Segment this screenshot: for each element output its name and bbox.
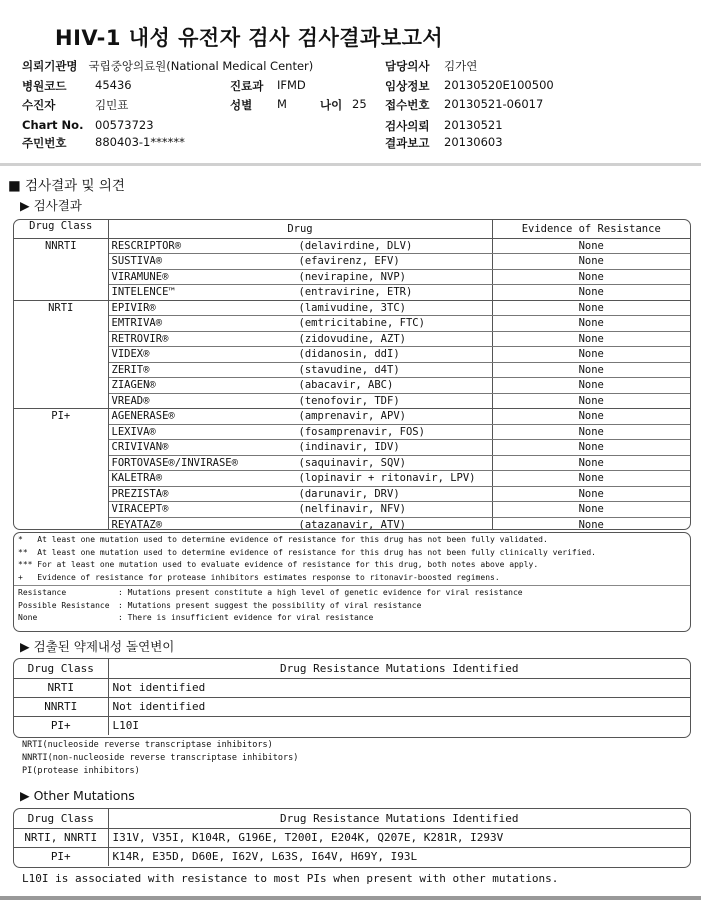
other-mutations-table bbox=[14, 809, 690, 866]
drug-class-cell: PI+ bbox=[14, 409, 108, 531]
drug-generic-name: (nevirapine, NVP) bbox=[298, 270, 406, 283]
detected-table-box bbox=[13, 658, 691, 738]
results-table bbox=[14, 220, 690, 530]
evidence-cell: None bbox=[492, 486, 690, 502]
detected-table bbox=[14, 659, 690, 735]
definition-desc: : There is insufficient evidence for viral resistance bbox=[118, 613, 374, 622]
evidence-cell: None bbox=[492, 362, 690, 378]
drug-generic-name: (indinavir, IDV) bbox=[298, 441, 400, 453]
results-table-box bbox=[13, 219, 691, 530]
dept-value: IFMD bbox=[277, 78, 306, 92]
clinical-label: 임상정보 bbox=[385, 79, 430, 93]
definition-term: Possible Resistance bbox=[18, 600, 110, 610]
drug-brand-name: REYATAZ® bbox=[111, 518, 163, 530]
evidence-cell: None bbox=[492, 316, 690, 332]
note-line: * At least one mutation used to determine evidence of resistance for this drug has not been fully validated. bbox=[18, 535, 548, 544]
mutations-cell: I31V, V35I, K104R, G196E, T200I, E204K, Q207E, K281R, I293V bbox=[108, 828, 690, 847]
table-row bbox=[14, 285, 690, 301]
drug-class-cell: NNRTI bbox=[14, 697, 108, 716]
drug-brand-name: AGENERASE® bbox=[111, 410, 175, 422]
abbreviation-line: PI(protease inhibitors) bbox=[22, 766, 140, 776]
evidence-cell: None bbox=[492, 409, 690, 425]
drug-generic-name: (darunavir, DRV) bbox=[298, 487, 400, 500]
table-row bbox=[14, 697, 690, 716]
drug-brand-name: PREZISTA® bbox=[111, 487, 169, 500]
receipt-value: 20130521-06017 bbox=[444, 97, 544, 111]
drug-generic-name: (emtricitabine, FTC) bbox=[298, 317, 425, 329]
mutations-cell: K14R, E35D, D60E, I62V, L63S, I64V, H69Y, I93L bbox=[108, 847, 690, 866]
table-row bbox=[14, 238, 690, 254]
table-row bbox=[14, 471, 690, 487]
drug-generic-name: (didanosin, ddI) bbox=[298, 348, 400, 360]
notes-divider bbox=[14, 585, 690, 586]
drug-brand-name: INTELENCE™ bbox=[111, 286, 175, 298]
drug-brand-name: FORTOVASE®/INVIRASE® bbox=[111, 456, 238, 469]
table-row bbox=[14, 347, 690, 363]
age-label: 나이 bbox=[320, 98, 343, 112]
drug-brand-name: VIDEX® bbox=[111, 348, 150, 360]
drug-class-cell: NRTI, NNRTI bbox=[14, 828, 108, 847]
evidence-cell: None bbox=[492, 238, 690, 254]
note-line: ** At least one mutation used to determine evidence of resistance for this drug has not been fully clinically verified. bbox=[18, 547, 596, 557]
drug-cell bbox=[108, 316, 492, 332]
evidence-cell: None bbox=[492, 269, 690, 285]
header-divider bbox=[0, 163, 701, 166]
drug-generic-name: (atazanavir, ATV) bbox=[298, 518, 406, 530]
other-col-class: Drug Class bbox=[14, 809, 108, 828]
notes-box bbox=[13, 532, 691, 632]
evidence-cell: None bbox=[492, 331, 690, 347]
table-row bbox=[14, 254, 690, 270]
request-value: 20130521 bbox=[444, 118, 503, 132]
definition-row bbox=[18, 587, 686, 600]
evidence-cell: None bbox=[492, 517, 690, 530]
drug-generic-name: (tenofovir, TDF) bbox=[298, 394, 400, 407]
table-row bbox=[14, 486, 690, 502]
table-row bbox=[14, 455, 690, 471]
drug-cell bbox=[108, 347, 492, 363]
patient-value: 김민표 bbox=[95, 98, 129, 112]
report-date-value: 20130603 bbox=[444, 135, 503, 149]
definition-row bbox=[18, 600, 686, 613]
abbreviations bbox=[22, 739, 298, 778]
rrn-value: 880403-1****** bbox=[95, 135, 185, 149]
report-title: HIV-1 내성 유전자 검사 검사결과보고서 bbox=[55, 26, 444, 50]
note-line: + Evidence of resistance for protease inhibitors estimates response to ritonavir-boosted regimens. bbox=[18, 572, 500, 582]
doctor-label: 담당의사 bbox=[385, 59, 430, 73]
drug-brand-name: RESCRIPTOR® bbox=[111, 239, 182, 252]
drug-cell bbox=[108, 517, 492, 530]
evidence-cell: None bbox=[492, 300, 690, 316]
drug-brand-name: VIRACEPT® bbox=[111, 503, 169, 515]
drug-brand-name: RETROVIR® bbox=[111, 332, 169, 345]
note-line: *** For at least one mutation used to evaluate evidence of resistance for this drug, both notes above apply. bbox=[18, 560, 539, 569]
detected-col-mutations: Drug Resistance Mutations Identified bbox=[108, 659, 690, 678]
report-date-label: 결과보고 bbox=[385, 136, 430, 150]
drug-brand-name: EMTRIVA® bbox=[111, 317, 163, 329]
abbreviation-line: NNRTI(non-nucleoside reverse transcriptase inhibitors) bbox=[22, 753, 299, 763]
clinical-value: 20130520E100500 bbox=[444, 78, 554, 92]
drug-generic-name: (delavirdine, DLV) bbox=[298, 239, 413, 252]
receipt-label: 접수번호 bbox=[385, 98, 430, 112]
section-main-heading: ■ 검사결과 및 의견 bbox=[8, 178, 125, 194]
sex-label: 성별 bbox=[230, 98, 253, 112]
evidence-cell: None bbox=[492, 440, 690, 456]
other-col-mutations: Drug Resistance Mutations Identified bbox=[108, 809, 690, 828]
table-row bbox=[14, 424, 690, 440]
mutations-cell: Not identified bbox=[108, 678, 690, 697]
drug-generic-name: (fosamprenavir, FOS) bbox=[298, 425, 425, 438]
drug-brand-name: KALETRA® bbox=[111, 472, 163, 484]
institution-row bbox=[22, 58, 313, 74]
evidence-cell: None bbox=[578, 286, 604, 298]
table-row bbox=[14, 828, 690, 847]
section-results-heading: ▶ 검사결과 bbox=[20, 198, 82, 213]
drug-generic-name: (saquinavir, SQV) bbox=[298, 456, 406, 469]
rrn-label: 주민번호 bbox=[22, 136, 67, 150]
drug-cell bbox=[108, 378, 492, 394]
hospital-code-value: 45436 bbox=[95, 78, 132, 92]
definition-row bbox=[18, 612, 686, 625]
drug-cell bbox=[108, 393, 492, 409]
detected-col-class: Drug Class bbox=[14, 659, 108, 678]
footnote: L10I is associated with resistance to most PIs when present with other mutations. bbox=[22, 872, 559, 885]
sex-value: M bbox=[277, 97, 287, 111]
col-drug: Drug bbox=[108, 220, 492, 238]
table-row bbox=[14, 269, 690, 285]
drug-class-cell: PI+ bbox=[14, 716, 108, 735]
drug-brand-name: VIRAMUNE® bbox=[111, 270, 169, 283]
definition-term: Resistance bbox=[18, 588, 67, 597]
definition-desc: : Mutations present suggest the possibility of viral resistance bbox=[118, 600, 422, 610]
drug-generic-name: (lopinavir + ritonavir, LPV) bbox=[298, 472, 476, 484]
drug-generic-name: (nelfinavir, NFV) bbox=[298, 503, 406, 515]
drug-cell bbox=[108, 269, 492, 285]
doctor-value: 김가연 bbox=[444, 59, 478, 73]
institution-label: 의뢰기관명 bbox=[22, 59, 78, 73]
evidence-cell: None bbox=[578, 394, 604, 407]
mutations-cell: L10I bbox=[108, 716, 690, 735]
dept-label: 진료과 bbox=[230, 79, 264, 93]
table-row bbox=[14, 393, 690, 409]
chart-value: 00573723 bbox=[95, 118, 154, 132]
age-value: 25 bbox=[352, 97, 367, 111]
definition-desc: : Mutations present constitute a high level of genetic evidence for viral resistance bbox=[118, 588, 523, 597]
table-row bbox=[14, 362, 690, 378]
drug-generic-name: (efavirenz, EFV) bbox=[298, 255, 400, 267]
notes bbox=[14, 533, 690, 626]
evidence-cell: None bbox=[492, 502, 690, 518]
table-row bbox=[14, 716, 690, 735]
mutations-cell: Not identified bbox=[108, 697, 690, 716]
drug-generic-name: (zidovudine, AZT) bbox=[298, 332, 406, 345]
drug-generic-name: (amprenavir, APV) bbox=[298, 410, 406, 422]
drug-brand-name: SUSTIVA® bbox=[111, 255, 163, 267]
institution-value: 국립중앙의료원(National Medical Center) bbox=[88, 59, 314, 73]
other-table-box bbox=[13, 808, 691, 868]
drug-class-cell: PI+ bbox=[14, 847, 108, 866]
drug-generic-name: (abacavir, ABC) bbox=[298, 379, 394, 391]
drug-cell bbox=[108, 254, 492, 270]
drug-brand-name: ZIAGEN® bbox=[111, 379, 156, 391]
table-row bbox=[14, 300, 690, 316]
drug-generic-name: (stavudine, d4T) bbox=[298, 363, 400, 376]
drug-cell bbox=[108, 285, 492, 301]
drug-cell bbox=[108, 455, 492, 471]
drug-generic-name: (entravirine, ETR) bbox=[298, 286, 413, 298]
table-row bbox=[14, 847, 690, 866]
table-row bbox=[14, 331, 690, 347]
evidence-cell: None bbox=[492, 424, 690, 440]
evidence-cell: None bbox=[492, 471, 690, 487]
evidence-cell: None bbox=[492, 378, 690, 394]
drug-cell bbox=[108, 362, 492, 378]
drug-brand-name: VREAD® bbox=[111, 394, 150, 407]
bottom-bar bbox=[0, 896, 701, 900]
drug-brand-name: EPIVIR® bbox=[111, 301, 156, 314]
table-row bbox=[14, 678, 690, 697]
table-row bbox=[14, 409, 690, 425]
col-drug-class: Drug Class bbox=[14, 220, 108, 238]
evidence-cell: None bbox=[492, 254, 690, 270]
drug-cell bbox=[108, 440, 492, 456]
table-row bbox=[14, 502, 690, 518]
drug-cell bbox=[108, 502, 492, 518]
request-label: 검사의뢰 bbox=[385, 119, 430, 133]
drug-cell bbox=[108, 486, 492, 502]
col-evidence: Evidence of Resistance bbox=[492, 220, 690, 238]
drug-brand-name: CRIVIVAN® bbox=[111, 441, 169, 453]
drug-cell bbox=[108, 238, 492, 254]
table-row bbox=[14, 378, 690, 394]
patient-label: 수진자 bbox=[22, 98, 56, 112]
evidence-cell: None bbox=[492, 347, 690, 363]
table-row bbox=[14, 316, 690, 332]
drug-brand-name: LEXIVA® bbox=[111, 425, 156, 438]
drug-cell bbox=[108, 331, 492, 347]
drug-class-cell: NRTI bbox=[14, 678, 108, 697]
abbreviation-line: NRTI(nucleoside reverse transcriptase inhibitors) bbox=[22, 740, 273, 750]
hospital-code-row bbox=[22, 78, 66, 94]
drug-generic-name: (lamivudine, 3TC) bbox=[298, 301, 406, 314]
definition-term: None bbox=[18, 613, 38, 622]
chart-label: Chart No. bbox=[22, 118, 84, 132]
evidence-cell: None bbox=[492, 455, 690, 471]
drug-brand-name: ZERIT® bbox=[111, 363, 150, 376]
drug-cell bbox=[108, 300, 492, 316]
drug-cell bbox=[108, 409, 492, 425]
drug-class-cell: NNRTI bbox=[14, 238, 108, 300]
drug-cell bbox=[108, 424, 492, 440]
drug-class-cell: NRTI bbox=[14, 300, 108, 409]
section-other-heading: ▶ Other Mutations bbox=[20, 788, 135, 803]
table-row bbox=[14, 517, 690, 530]
section-detected-heading: ▶ 검출된 약제내성 돌연변이 bbox=[20, 639, 175, 654]
table-row bbox=[14, 440, 690, 456]
drug-cell bbox=[108, 471, 492, 487]
hospital-code-label: 병원코드 bbox=[22, 79, 67, 93]
